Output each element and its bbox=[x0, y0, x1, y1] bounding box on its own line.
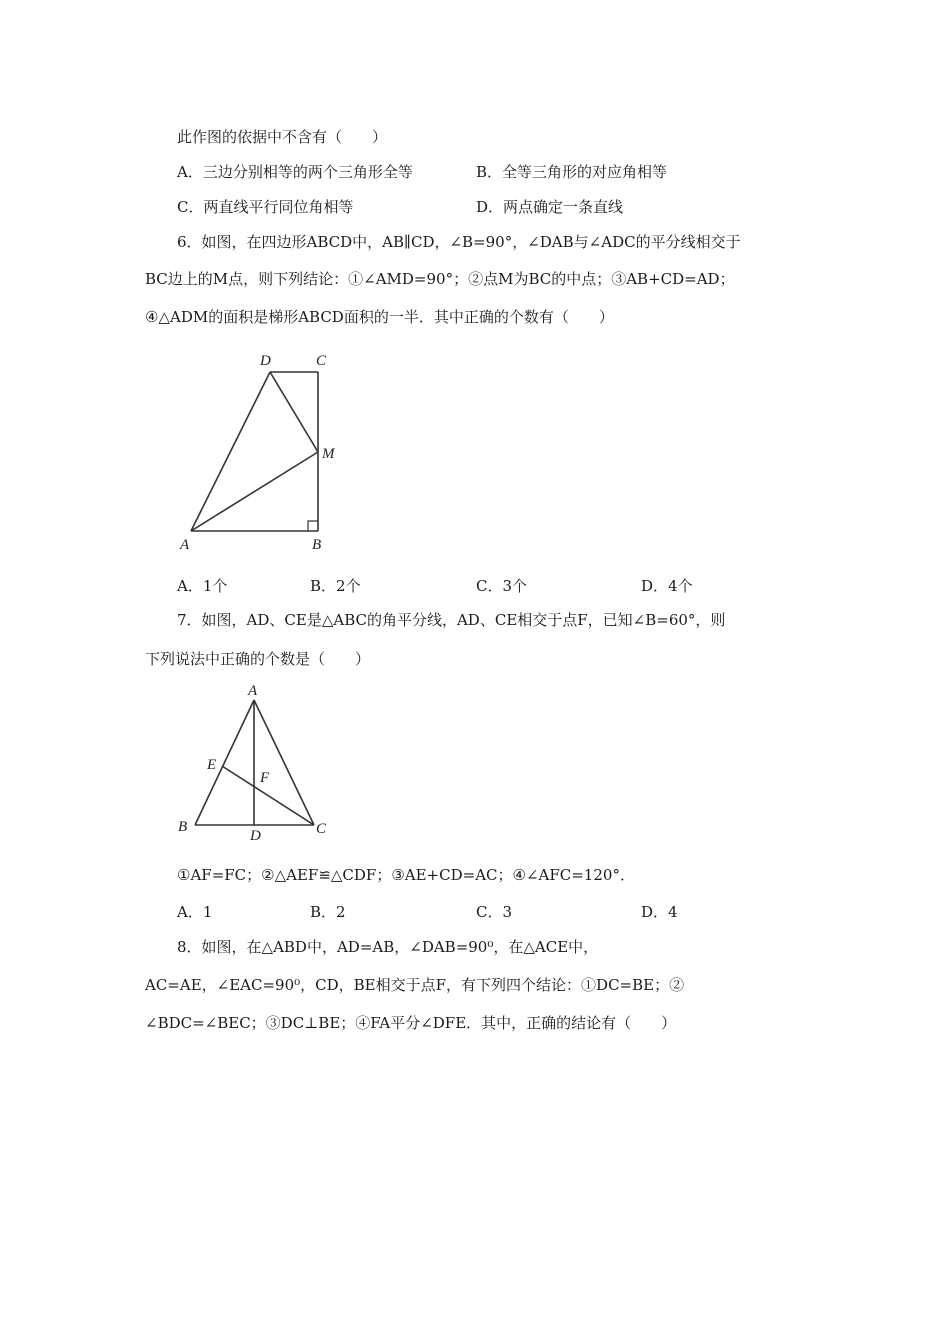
q5-option-a[interactable]: A．三边分别相等的两个三角形全等 bbox=[177, 163, 413, 181]
q6-label-m: M bbox=[322, 446, 335, 462]
q5-stem: 此作图的依据中不含有（ ） bbox=[177, 128, 388, 146]
q6-label-b: B bbox=[312, 537, 322, 553]
q6-trapezoid-figure bbox=[170, 345, 360, 560]
q6-option-a[interactable]: A．1个 bbox=[177, 577, 228, 595]
q5-option-d[interactable]: D．两点确定一条直线 bbox=[476, 198, 624, 216]
q8-stem-line3: ∠BDC=∠BEC；③DC⊥BE；④FA平分∠DFE．其中，正确的结论有（ ） bbox=[145, 1014, 677, 1032]
q8-stem-line2: AC=AE，∠EAC=90⁰，CD，BE相交于点F，有下列四个结论：①DC=BE；② bbox=[145, 976, 685, 994]
q8-stem-line1: 8．如图，在△ABD中，AD=AB，∠DAB=90⁰，在△ACE中， bbox=[177, 938, 599, 956]
q7-stem-line2: 下列说法中正确的个数是（ ） bbox=[145, 650, 371, 668]
q7-option-a[interactable]: A．1 bbox=[177, 903, 213, 921]
q7-option-c[interactable]: C．3 bbox=[476, 903, 513, 921]
q6-stem-line3: ④△ADM的面积是梯形ABCD面积的一半．其中正确的个数有（ ） bbox=[145, 308, 614, 326]
q7-label-a: A bbox=[248, 683, 258, 699]
q5-option-c[interactable]: C．两直线平行同位角相等 bbox=[177, 198, 354, 216]
q6-label-c: C bbox=[316, 353, 327, 369]
q6-label-a: A bbox=[180, 537, 190, 553]
q6-option-d[interactable]: D．4个 bbox=[641, 577, 693, 595]
q5-option-b[interactable]: B．全等三角形的对应角相等 bbox=[476, 163, 668, 181]
q7-label-d: D bbox=[250, 828, 261, 844]
q6-option-b[interactable]: B．2个 bbox=[310, 577, 361, 595]
q6-stem-line1: 6．如图，在四边形ABCD中，AB∥CD，∠B=90°，∠DAB与∠ADC的平分线相交于 bbox=[177, 233, 741, 251]
q6-stem-line2: BC边上的M点，则下列结论：①∠AMD=90°；②点M为BC的中点；③AB+CD=AD； bbox=[145, 270, 735, 288]
q7-segment-ab bbox=[195, 700, 254, 825]
q7-stem-line1: 7．如图，AD、CE是△ABC的角平分线，AD、CE相交于点F，已知∠B=60°，则 bbox=[177, 611, 726, 629]
q7-label-e: E bbox=[207, 757, 217, 773]
q7-triangle-figure bbox=[170, 680, 340, 845]
q7-conclusions: ①AF=FC；②△AEF≌△CDF；③AE+CD=AC；④∠AFC=120°． bbox=[177, 866, 635, 884]
q7-label-f: F bbox=[260, 770, 270, 786]
q6-label-d: D bbox=[260, 353, 271, 369]
q7-option-b[interactable]: B．2 bbox=[310, 903, 346, 921]
q6-right-angle-mark bbox=[308, 521, 318, 531]
q7-label-b: B bbox=[178, 819, 188, 835]
q7-label-c: C bbox=[316, 821, 327, 837]
q6-option-c[interactable]: C．3个 bbox=[476, 577, 528, 595]
q6-segment-dm bbox=[270, 372, 318, 452]
q7-option-d[interactable]: D．4 bbox=[641, 903, 678, 921]
